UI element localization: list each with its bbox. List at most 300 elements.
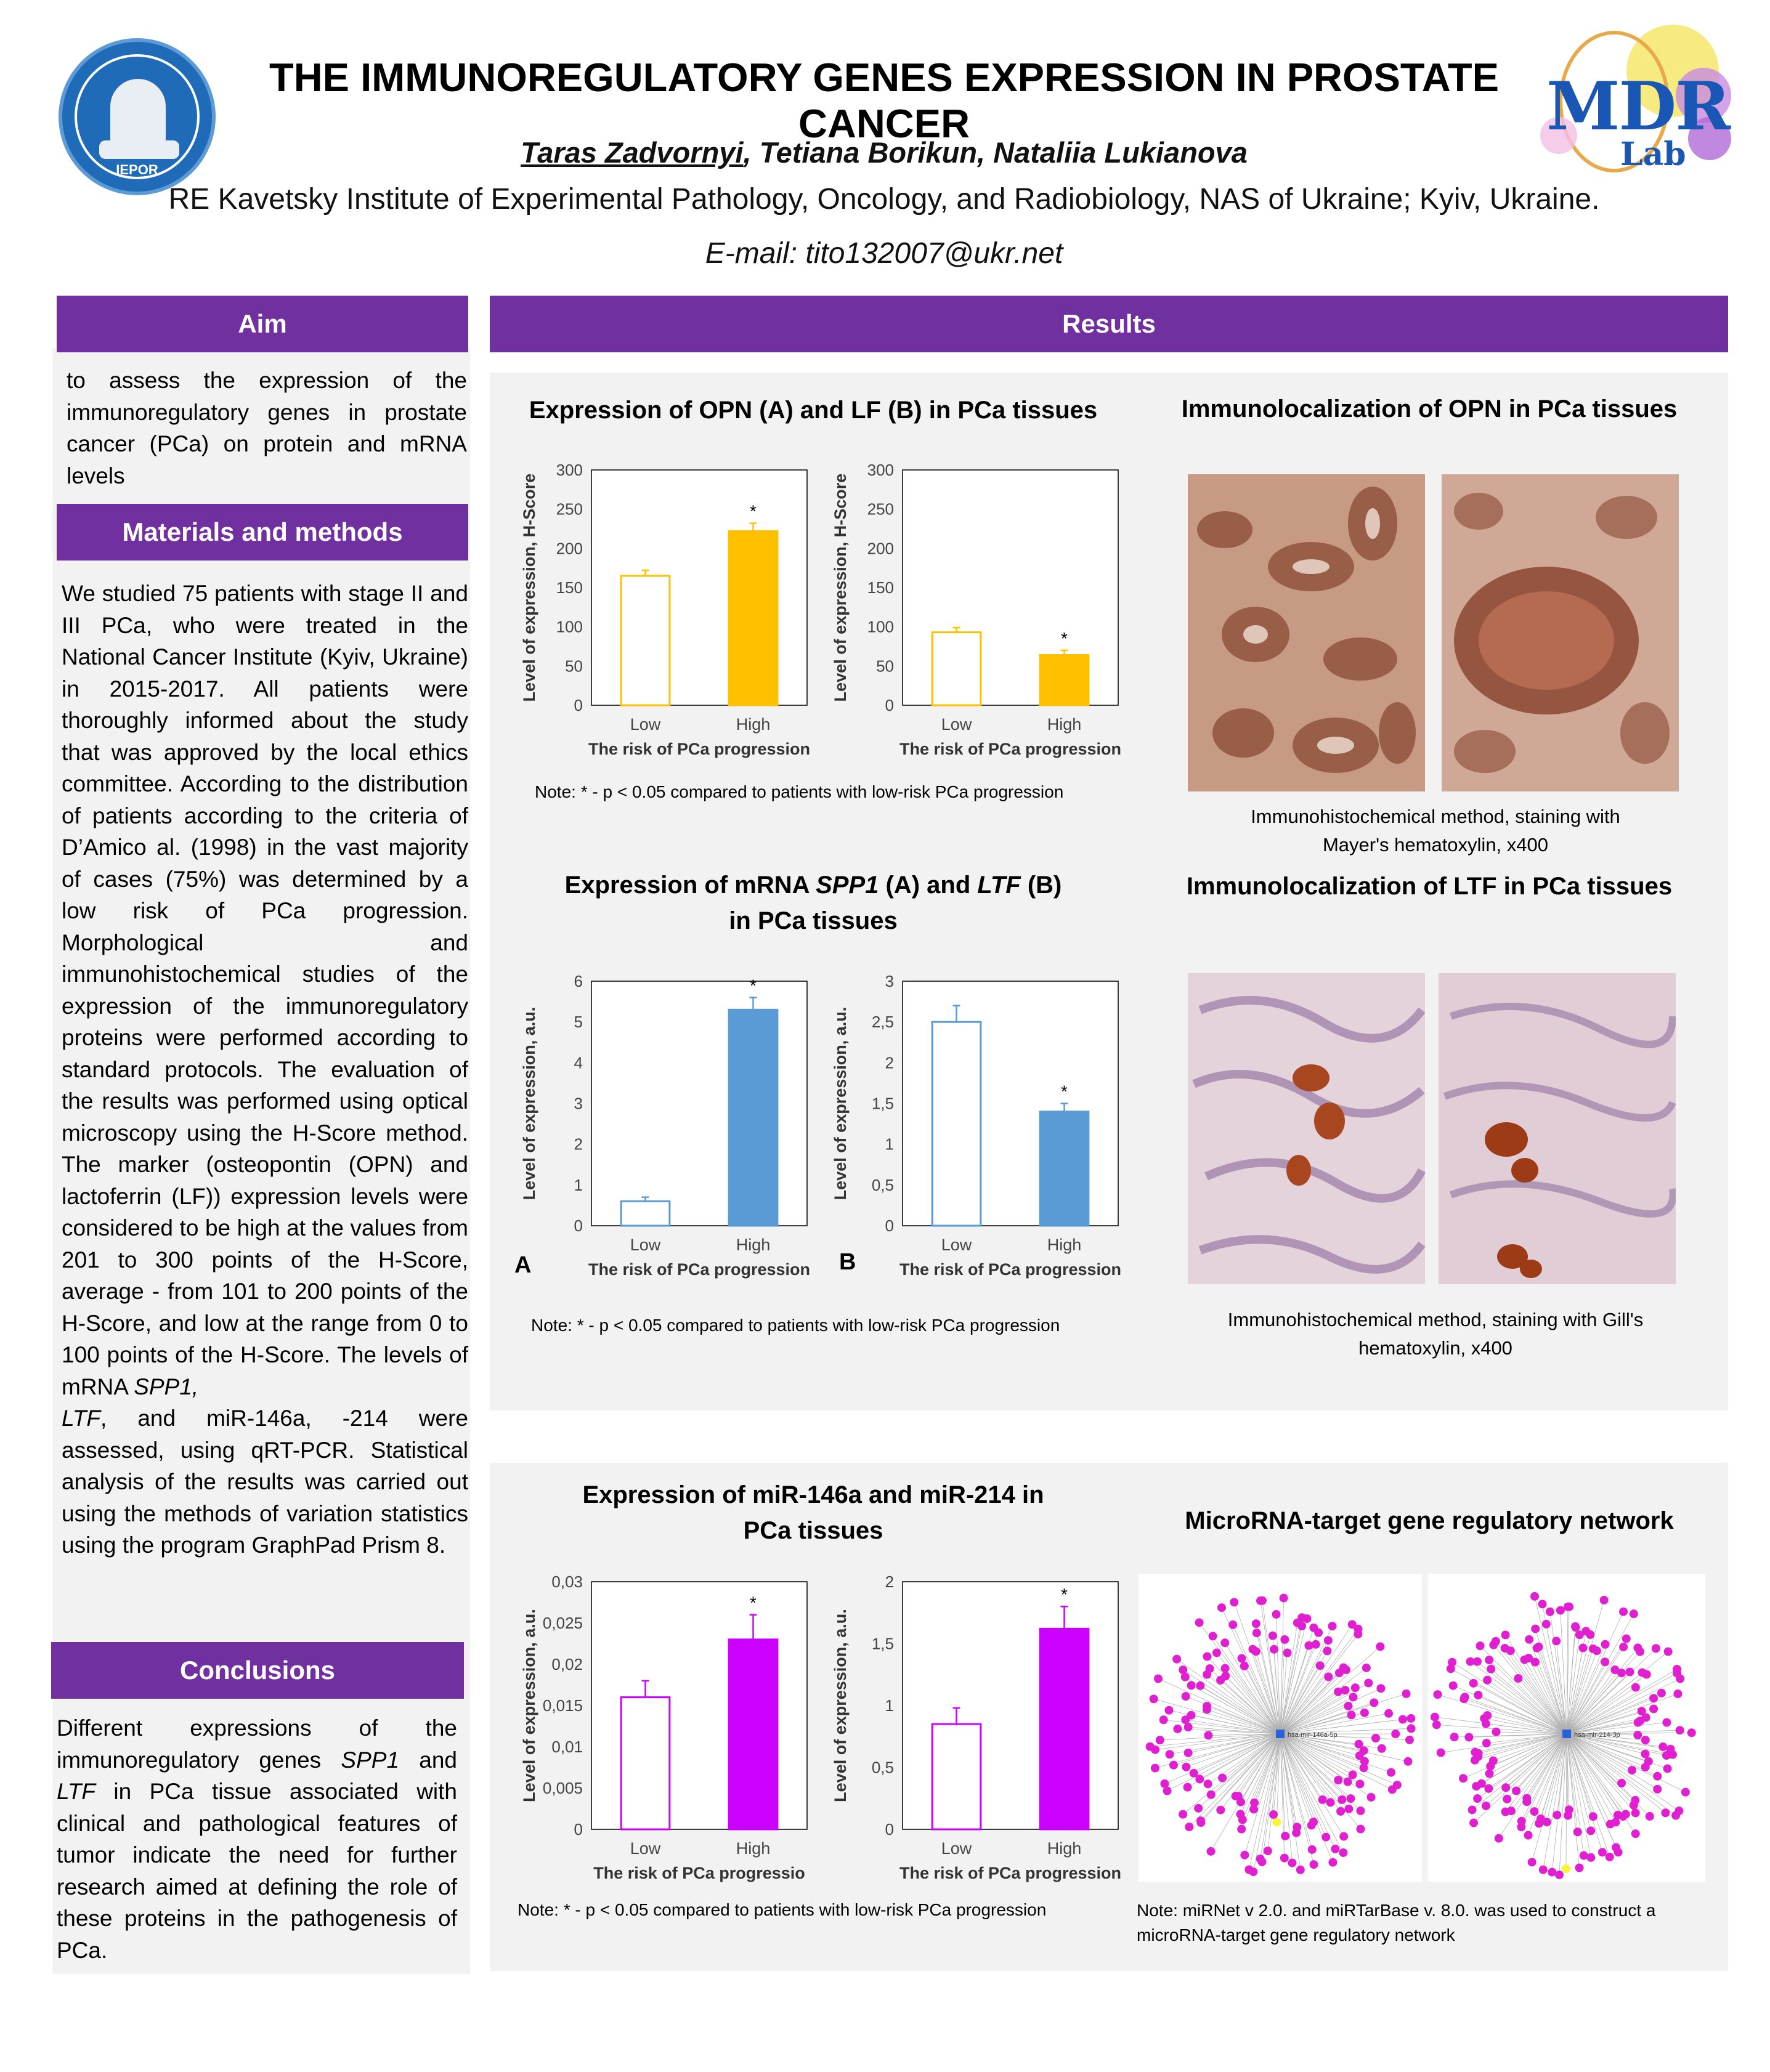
y-tick-label: 100 bbox=[556, 617, 583, 636]
network-node bbox=[1642, 1670, 1651, 1679]
x-tick-label: Low bbox=[630, 1236, 661, 1254]
network-node bbox=[1230, 1598, 1238, 1606]
network-node bbox=[1468, 1805, 1477, 1814]
network-node bbox=[1272, 1610, 1281, 1619]
network-node bbox=[1182, 1763, 1190, 1771]
note-opn-lf: Note: * - p < 0.05 compared to patients with low-risk PCa progression bbox=[535, 782, 1064, 801]
network-node bbox=[1326, 1798, 1335, 1807]
network-node bbox=[1387, 1768, 1395, 1777]
network-node bbox=[1240, 1851, 1249, 1860]
mir214-chart bbox=[822, 1571, 1131, 1885]
network-node bbox=[1318, 1795, 1327, 1804]
conclusions-text bbox=[57, 1712, 457, 1966]
aim-header: Aim bbox=[57, 296, 468, 352]
lf-chart bbox=[822, 459, 1131, 761]
network-edge bbox=[1280, 1734, 1312, 1825]
mrna-title-part1: Expression of mRNA bbox=[564, 872, 816, 899]
y-tick-label: 50 bbox=[565, 657, 583, 676]
network-node bbox=[1179, 1665, 1187, 1674]
network-edge bbox=[1567, 1673, 1677, 1734]
y-tick-label: 0,01 bbox=[551, 1738, 583, 1756]
network-node bbox=[1641, 1736, 1650, 1744]
network-node bbox=[1517, 1817, 1526, 1826]
network-mir146a bbox=[1139, 1574, 1422, 1882]
y-tick-label: 0 bbox=[885, 1820, 894, 1839]
network-node bbox=[1530, 1592, 1539, 1601]
network-node bbox=[1364, 1678, 1373, 1687]
network-node bbox=[1492, 1637, 1500, 1646]
network-node bbox=[1232, 1792, 1240, 1800]
network-node bbox=[1203, 1652, 1211, 1661]
ihc-ltf-title: Immunolocalization of LTF in PCa tissues bbox=[1186, 873, 1673, 900]
network-edge bbox=[1280, 1677, 1328, 1734]
network-node bbox=[1661, 1808, 1670, 1817]
mir146-chart bbox=[511, 1571, 819, 1885]
mdr-logo-text: MDR bbox=[1546, 68, 1729, 145]
network-edge bbox=[1566, 1734, 1567, 1869]
network-node bbox=[1649, 1694, 1658, 1702]
network-node bbox=[1469, 1819, 1478, 1827]
network-node bbox=[1471, 1748, 1479, 1757]
network-node bbox=[1641, 1750, 1649, 1758]
network-node bbox=[1625, 1667, 1634, 1676]
network-node bbox=[1159, 1715, 1168, 1724]
mrna-title-part3: (B) bbox=[1020, 872, 1062, 899]
network-node bbox=[1292, 1829, 1301, 1837]
network-edge bbox=[1488, 1734, 1567, 1789]
network-node bbox=[1589, 1812, 1597, 1821]
network-node bbox=[1356, 1825, 1365, 1834]
network-node bbox=[1487, 1665, 1495, 1673]
y-tick-label: 1,5 bbox=[871, 1634, 894, 1653]
network-node bbox=[1356, 1807, 1365, 1815]
mrna-title-ltf: LTF bbox=[977, 872, 1021, 899]
network-node bbox=[1631, 1683, 1640, 1692]
network-node bbox=[1316, 1661, 1325, 1670]
network-edge bbox=[1280, 1646, 1309, 1734]
x-axis-label: The risk of PCa progression bbox=[588, 1260, 811, 1279]
network-node bbox=[1339, 1848, 1347, 1857]
y-tick-label: 6 bbox=[574, 972, 583, 990]
bar-low bbox=[621, 1698, 670, 1829]
network-node bbox=[1207, 1791, 1216, 1799]
note-mrna: Note: * - p < 0.05 compared to patients with low-risk PCa progression bbox=[531, 1316, 1060, 1335]
network-node bbox=[1552, 1637, 1561, 1645]
significance-star: * bbox=[750, 1593, 757, 1613]
bar-high bbox=[729, 531, 777, 705]
network-node bbox=[1601, 1657, 1609, 1666]
network-node bbox=[1270, 1645, 1278, 1654]
network-node bbox=[1676, 1726, 1684, 1734]
network-node bbox=[1314, 1629, 1323, 1637]
y-tick-label: 5 bbox=[574, 1013, 583, 1032]
poster-title: THE IMMUNOREGULATORY GENES EXPRESSION IN PROSTATE CANCER bbox=[269, 55, 1499, 146]
significance-star: * bbox=[1061, 1082, 1068, 1101]
network-node bbox=[1196, 1816, 1205, 1825]
network-node bbox=[1528, 1858, 1537, 1866]
network-node bbox=[1524, 1831, 1533, 1840]
network-node bbox=[1384, 1709, 1393, 1718]
y-tick-label: 1 bbox=[574, 1175, 583, 1194]
network-edge bbox=[1211, 1734, 1280, 1795]
network-node bbox=[1598, 1848, 1607, 1856]
y-tick-label: 0,025 bbox=[542, 1614, 583, 1632]
network-node bbox=[1534, 1643, 1543, 1651]
network-title: MicroRNA-target gene regulatory network bbox=[1185, 1507, 1674, 1534]
network-node bbox=[1630, 1801, 1638, 1810]
network-note-line2: microRNA-target gene regulatory network bbox=[1137, 1925, 1455, 1945]
network-node bbox=[1354, 1630, 1362, 1638]
bar-low bbox=[932, 633, 981, 705]
network-node bbox=[1631, 1829, 1640, 1838]
network-node bbox=[1407, 1714, 1415, 1723]
network-node bbox=[1236, 1810, 1244, 1818]
mrna-title-line2: in PCa tissues bbox=[729, 907, 898, 934]
y-tick-label: 0 bbox=[574, 1216, 583, 1235]
x-axis-label: The risk of PCa progression bbox=[899, 1864, 1122, 1882]
network-node bbox=[1631, 1808, 1640, 1817]
network-edge bbox=[1496, 1732, 1567, 1734]
methods-ltf: LTF bbox=[62, 1406, 101, 1431]
x-tick-label: High bbox=[736, 1839, 771, 1858]
y-tick-label: 0 bbox=[885, 696, 894, 714]
y-tick-label: 250 bbox=[867, 500, 894, 519]
mrna-title bbox=[505, 867, 1121, 939]
network-node bbox=[1571, 1622, 1580, 1631]
network-node bbox=[1535, 1819, 1543, 1827]
network-node bbox=[1450, 1733, 1459, 1741]
network-node bbox=[1681, 1788, 1690, 1797]
network-node bbox=[1220, 1638, 1229, 1647]
network-node bbox=[1312, 1640, 1320, 1649]
opn-chart bbox=[511, 459, 819, 761]
network-node bbox=[1203, 1702, 1211, 1710]
significance-star: * bbox=[750, 501, 757, 521]
methods-text-part2: , and miR-146a, -214 were assessed, using qRT-PCR. Statistical analysis of the results was carried out using the methods of variation statistics using the program GraphPad Prism 8. bbox=[62, 1406, 468, 1558]
network-note bbox=[1137, 1898, 1716, 1948]
y-tick-label: 200 bbox=[556, 539, 583, 558]
network-node bbox=[1482, 1802, 1490, 1810]
network-node bbox=[1564, 1811, 1572, 1819]
network-node bbox=[1309, 1860, 1318, 1869]
concl-ltf: LTF bbox=[57, 1779, 96, 1804]
y-axis-label: Level of expression, H-Score bbox=[831, 473, 850, 702]
panel-label-a: A bbox=[514, 1252, 532, 1278]
network-node bbox=[1474, 1691, 1482, 1699]
network-node bbox=[1160, 1779, 1169, 1788]
network-edge bbox=[1262, 1601, 1280, 1734]
y-tick-label: 0 bbox=[885, 1216, 894, 1235]
network-node bbox=[1431, 1713, 1439, 1722]
network-node bbox=[1376, 1684, 1385, 1693]
network-node bbox=[1195, 1618, 1204, 1627]
caption-opn-line1: Immunohistochemical method, staining with bbox=[1251, 806, 1620, 827]
network-node bbox=[1501, 1630, 1510, 1639]
network-node bbox=[1619, 1643, 1628, 1651]
network-node bbox=[1212, 1648, 1221, 1657]
network-node bbox=[1362, 1664, 1371, 1672]
network-node bbox=[1538, 1600, 1547, 1608]
y-tick-label: 150 bbox=[867, 578, 894, 597]
network-node bbox=[1662, 1751, 1671, 1760]
y-axis-label: Level of expression, H-Score bbox=[520, 473, 538, 702]
network-node bbox=[1272, 1818, 1281, 1826]
network-node bbox=[1360, 1763, 1368, 1772]
network-node bbox=[1622, 1634, 1631, 1643]
concl-part1: Different expressions of the immunoregulatory genes bbox=[57, 1715, 457, 1773]
network-node bbox=[1297, 1622, 1306, 1630]
bar-high bbox=[1040, 1112, 1089, 1226]
network-edge bbox=[1225, 1676, 1280, 1734]
x-tick-label: Low bbox=[941, 1236, 972, 1254]
y-tick-label: 0,5 bbox=[871, 1175, 894, 1194]
y-axis-label: Level of expression, a.u. bbox=[831, 1006, 850, 1200]
network-node bbox=[1349, 1770, 1357, 1779]
network-node bbox=[1151, 1764, 1159, 1773]
network-node bbox=[1346, 1794, 1355, 1803]
y-tick-label: 100 bbox=[867, 617, 894, 636]
network-node bbox=[1182, 1692, 1190, 1701]
network-node bbox=[1164, 1706, 1173, 1715]
x-axis-label: The risk of PCa progressio bbox=[593, 1864, 805, 1882]
network-node bbox=[1586, 1630, 1594, 1639]
x-tick-label: Low bbox=[941, 1839, 972, 1858]
network-node bbox=[1485, 1770, 1494, 1778]
y-tick-label: 200 bbox=[867, 539, 894, 558]
network-node bbox=[1280, 1854, 1289, 1863]
network-node bbox=[1349, 1693, 1357, 1701]
email: E-mail: tito132007@ukr.net bbox=[705, 237, 1063, 270]
network-node bbox=[1237, 1825, 1246, 1834]
concl-spp1: SPP1 bbox=[341, 1747, 400, 1773]
y-tick-label: 50 bbox=[876, 657, 894, 676]
y-tick-label: 2,5 bbox=[871, 1013, 894, 1032]
y-tick-label: 250 bbox=[556, 500, 583, 519]
network-node bbox=[1553, 1811, 1561, 1819]
network-node bbox=[1185, 1823, 1193, 1831]
caption-opn-line2: Mayer's hematoxylin, x400 bbox=[1322, 834, 1549, 856]
network-node bbox=[1575, 1864, 1584, 1872]
network-hub bbox=[1562, 1730, 1571, 1738]
network-node bbox=[1166, 1750, 1174, 1758]
y-tick-label: 1,5 bbox=[871, 1094, 894, 1113]
network-node bbox=[1244, 1865, 1253, 1874]
y-axis-label: Level of expression, a.u. bbox=[831, 1609, 850, 1802]
network-node bbox=[1376, 1642, 1384, 1651]
y-axis-label: Level of expression, a.u. bbox=[520, 1006, 538, 1200]
network-note-line1: Note: miRNet v 2.0. and miRTarBase v. 8.0. was used to construct a bbox=[1137, 1901, 1656, 1920]
network-node bbox=[1355, 1779, 1364, 1788]
network-node bbox=[1580, 1851, 1588, 1860]
panel-label-b: B bbox=[839, 1249, 856, 1275]
network-node bbox=[1501, 1808, 1510, 1816]
y-tick-label: 150 bbox=[556, 578, 583, 597]
network-node bbox=[1169, 1761, 1178, 1770]
network-node bbox=[1204, 1731, 1212, 1739]
network-node bbox=[1484, 1784, 1493, 1793]
network-node bbox=[1221, 1672, 1230, 1680]
network-node bbox=[1501, 1783, 1510, 1792]
network-node bbox=[1522, 1794, 1531, 1803]
network-node bbox=[1323, 1646, 1331, 1655]
network-node bbox=[1328, 1622, 1337, 1630]
network-node bbox=[1206, 1664, 1214, 1673]
network-node bbox=[1280, 1593, 1288, 1602]
network-node bbox=[1150, 1694, 1158, 1703]
network-node bbox=[1548, 1868, 1556, 1877]
network-node bbox=[1216, 1806, 1225, 1815]
network-node bbox=[1612, 1843, 1620, 1851]
network-node bbox=[1578, 1644, 1587, 1653]
network-node bbox=[1344, 1805, 1353, 1813]
network-edge bbox=[1567, 1734, 1610, 1857]
network-node bbox=[1434, 1690, 1442, 1699]
network-node bbox=[1514, 1674, 1522, 1683]
network-node bbox=[1461, 1693, 1469, 1701]
network-node bbox=[1179, 1810, 1187, 1819]
network-node bbox=[1687, 1728, 1696, 1737]
y-tick-label: 0 bbox=[574, 696, 583, 714]
network-node bbox=[1586, 1826, 1595, 1835]
network-node bbox=[1378, 1744, 1386, 1753]
network-node bbox=[1172, 1655, 1181, 1664]
network-node bbox=[1653, 1772, 1662, 1781]
network-node bbox=[1628, 1766, 1636, 1775]
opn-lf-title: Expression of OPN (A) and LF (B) in PCa tissues bbox=[529, 397, 1098, 424]
ihc-ltf-photo-1 bbox=[1188, 973, 1425, 1284]
x-tick-label: Low bbox=[630, 715, 661, 734]
network-node bbox=[1264, 1847, 1272, 1855]
network-node bbox=[1600, 1596, 1609, 1605]
network-node bbox=[1331, 1845, 1339, 1853]
y-axis-label: Level of expression, a.u. bbox=[520, 1609, 538, 1802]
x-axis-label: The risk of PCa progression bbox=[899, 740, 1122, 758]
network-edge bbox=[1280, 1633, 1318, 1734]
network-node bbox=[1347, 1710, 1356, 1719]
network-hub bbox=[1276, 1730, 1285, 1738]
network-node bbox=[1269, 1632, 1277, 1640]
network-node bbox=[1649, 1704, 1658, 1713]
note-mir: Note: * - p < 0.05 compared to patients with low-risk PCa progression bbox=[518, 1900, 1047, 1919]
network-node bbox=[1657, 1689, 1666, 1698]
mir-title bbox=[505, 1477, 1121, 1548]
network-node bbox=[1341, 1686, 1349, 1694]
significance-star: * bbox=[1061, 1585, 1068, 1605]
network-node bbox=[1146, 1742, 1155, 1751]
network-node bbox=[1542, 1620, 1551, 1629]
network-node bbox=[1449, 1681, 1458, 1690]
network-edge bbox=[1280, 1692, 1338, 1734]
network-node bbox=[1525, 1635, 1533, 1644]
bar-high bbox=[729, 1640, 777, 1829]
x-tick-label: High bbox=[736, 715, 771, 734]
network-node bbox=[1187, 1711, 1195, 1720]
y-tick-label: 1 bbox=[885, 1135, 894, 1154]
network-node bbox=[1489, 1756, 1498, 1765]
network-node bbox=[1206, 1847, 1215, 1856]
network-node bbox=[1469, 1679, 1478, 1688]
caption-ltf-line1: Immunohistochemical method, staining with Gill's bbox=[1227, 1309, 1644, 1330]
network-node bbox=[1370, 1698, 1378, 1707]
results-header: Results bbox=[490, 296, 1728, 352]
institute-logo-text: IEPOR bbox=[116, 162, 158, 177]
network-node bbox=[1367, 1793, 1376, 1802]
network-node bbox=[1483, 1676, 1492, 1685]
network-node bbox=[1296, 1866, 1305, 1874]
network-node bbox=[1437, 1749, 1445, 1757]
network-node bbox=[1280, 1635, 1289, 1644]
y-tick-label: 3 bbox=[574, 1094, 583, 1113]
network-node bbox=[1503, 1795, 1511, 1803]
network-node bbox=[1405, 1736, 1414, 1744]
x-tick-label: Low bbox=[630, 1839, 661, 1858]
network-node bbox=[1530, 1807, 1539, 1816]
aim-text: to assess the expression of the immunoregulatory genes in prostate cancer (PCa) on protein and mRNA levels bbox=[67, 368, 467, 488]
ihc-ltf-photo-2 bbox=[1439, 973, 1676, 1284]
significance-star: * bbox=[750, 976, 757, 995]
network-node bbox=[1154, 1674, 1163, 1683]
network-node bbox=[1630, 1609, 1638, 1618]
spp1-chart bbox=[511, 970, 819, 1281]
network-node bbox=[1371, 1734, 1380, 1742]
network-node bbox=[1432, 1720, 1441, 1729]
network-edge bbox=[1280, 1734, 1326, 1837]
network-node bbox=[1617, 1779, 1626, 1787]
network-node bbox=[1228, 1621, 1237, 1629]
network-edge bbox=[1567, 1734, 1646, 1767]
bar-high bbox=[1040, 655, 1089, 705]
network-node bbox=[1556, 1606, 1565, 1614]
ihc-opn-photo-2 bbox=[1442, 474, 1679, 791]
mdr-logo-subtext: Lab bbox=[1620, 136, 1686, 173]
network-node bbox=[1351, 1683, 1360, 1692]
network-node bbox=[1403, 1757, 1412, 1766]
x-tick-label: High bbox=[1047, 1839, 1082, 1858]
network-node bbox=[1646, 1812, 1654, 1821]
network-node bbox=[1187, 1681, 1196, 1690]
y-tick-label: 0,03 bbox=[551, 1572, 583, 1591]
methods-header: Materials and methods bbox=[57, 504, 468, 560]
network-node bbox=[1617, 1669, 1626, 1677]
network-node bbox=[1658, 1742, 1667, 1751]
y-tick-label: 1 bbox=[885, 1696, 894, 1715]
bar-high bbox=[729, 1010, 777, 1226]
network-node bbox=[1636, 1648, 1644, 1656]
network-node bbox=[1302, 1614, 1311, 1623]
ihc-opn-title: Immunolocalization of OPN in PCa tissues bbox=[1181, 395, 1678, 423]
network-hub-label: hsa-mir-146a-5p bbox=[1288, 1731, 1338, 1739]
network-node bbox=[1308, 1845, 1317, 1854]
network-node bbox=[1324, 1672, 1333, 1681]
network-node bbox=[1307, 1821, 1316, 1829]
network-node bbox=[1565, 1603, 1573, 1611]
network-edge bbox=[1567, 1651, 1668, 1734]
network-node bbox=[1269, 1810, 1278, 1819]
bar-low bbox=[621, 1201, 670, 1226]
network-node bbox=[1671, 1811, 1680, 1820]
x-axis-label: The risk of PCa progression bbox=[588, 740, 811, 758]
network-node bbox=[1485, 1656, 1493, 1664]
x-axis-label: The risk of PCa progression bbox=[899, 1260, 1122, 1279]
bar-low bbox=[932, 1724, 981, 1829]
network-node bbox=[1184, 1723, 1193, 1731]
y-tick-label: 4 bbox=[574, 1053, 583, 1072]
network-node bbox=[1539, 1866, 1548, 1874]
conclusions-header: Conclusions bbox=[51, 1642, 464, 1699]
concl-part2: in PCa tissue associated with clinical and pathological features of tumor indicate the need for further research aimed at defining the role of these proteins in the pathogenesis of PCa. bbox=[57, 1779, 457, 1963]
network-node bbox=[1676, 1674, 1684, 1683]
network-node bbox=[1338, 1795, 1346, 1804]
